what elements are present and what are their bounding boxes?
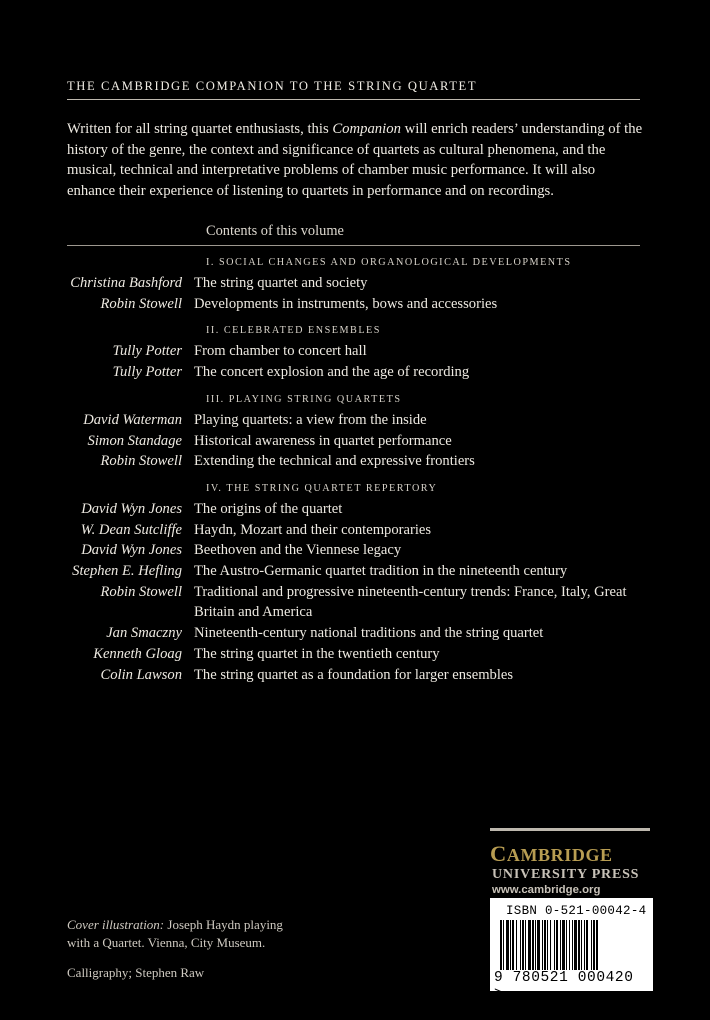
barcode-bar bbox=[596, 920, 598, 970]
barcode-bar bbox=[500, 920, 502, 970]
entry-author: Colin Lawson bbox=[100, 666, 182, 683]
barcode bbox=[498, 920, 645, 976]
section-heading: IV. THE STRING QUARTET REPERTORY bbox=[206, 482, 438, 494]
contents-entry bbox=[0, 561, 710, 582]
barcode-bar bbox=[566, 920, 567, 970]
table-of-contents bbox=[0, 254, 710, 693]
entry-author: Robin Stowell bbox=[100, 453, 182, 470]
barcode-bar bbox=[593, 920, 595, 970]
barcode-bar bbox=[512, 920, 514, 970]
barcode-bar bbox=[506, 920, 509, 970]
barcode-bar bbox=[522, 920, 524, 970]
publisher-subtitle: UNIVERSITY PRESS bbox=[492, 867, 640, 882]
contents-entry bbox=[0, 499, 710, 520]
entry-author: Robin Stowell bbox=[100, 583, 182, 600]
publisher-name-initial: C bbox=[490, 841, 507, 866]
cover-illustration-text: Joseph Haydn playing with a Quartet. Vienna, City Museum. bbox=[67, 917, 283, 950]
barcode-bar bbox=[535, 920, 536, 970]
entry-author: Kenneth Gloag bbox=[93, 645, 182, 662]
entry-title: Extending the technical and expressive frontiers bbox=[194, 453, 475, 470]
barcode-bar bbox=[578, 920, 580, 970]
barcode-bar bbox=[562, 920, 565, 970]
contents-entry bbox=[0, 451, 710, 472]
barcode-bar bbox=[532, 920, 534, 970]
blurb-emphasis: Companion bbox=[332, 121, 401, 137]
contents-entry bbox=[0, 644, 710, 665]
entry-title: The string quartet and society bbox=[194, 275, 368, 291]
contents-section bbox=[0, 322, 710, 382]
entry-author: Tully Potter bbox=[112, 343, 182, 360]
entry-author: Simon Standage bbox=[87, 432, 182, 449]
entry-author: Jan Smaczny bbox=[106, 625, 182, 642]
barcode-bar bbox=[516, 920, 517, 970]
contents-entry bbox=[0, 623, 710, 644]
barcode-bar bbox=[510, 920, 511, 970]
section-heading: II. CELEBRATED ENSEMBLES bbox=[206, 325, 381, 337]
barcode-bar bbox=[591, 920, 592, 970]
contents-entry bbox=[0, 582, 710, 623]
contents-entry bbox=[0, 410, 710, 431]
contents-entry bbox=[0, 341, 710, 362]
entry-title: Nineteenth-century national traditions and the string quartet bbox=[194, 625, 544, 642]
entry-title: The Austro-Germanic quartet tradition in the nineteenth century bbox=[194, 563, 568, 580]
barcode-bar bbox=[572, 920, 573, 970]
entry-title: Developments in instruments, bows and accessories bbox=[194, 295, 498, 312]
contents-section bbox=[0, 254, 710, 314]
calligraphy-credit: Calligraphy; Stephen Raw bbox=[67, 965, 205, 980]
barcode-bar bbox=[520, 920, 521, 970]
barcode-bar bbox=[544, 920, 546, 970]
contents-section bbox=[0, 480, 710, 685]
barcode-bar bbox=[586, 920, 588, 970]
barcode-bar bbox=[537, 920, 540, 970]
blurb-part1: Written for all string quartet enthusiasts, this bbox=[67, 121, 333, 137]
section-heading: III. PLAYING STRING QUARTETS bbox=[206, 393, 402, 405]
blurb-part2: will enrich readers’ understanding of the history of the genre, the context and significance of quartets as cultural phenomena, and the musical, technical and interpretative problems of chamber music performance. It will also enhance their experience of listening to quartets in performance and on recordings. bbox=[67, 121, 643, 199]
contents-entry bbox=[0, 665, 710, 686]
publisher-url: www.cambridge.org bbox=[492, 884, 601, 896]
entry-author: David Waterman bbox=[83, 411, 182, 428]
entry-title: The origins of the quartet bbox=[194, 500, 343, 517]
entry-author: Robin Stowell bbox=[100, 295, 182, 312]
top-rule bbox=[67, 99, 640, 100]
contents-entry bbox=[0, 273, 710, 294]
section-heading: I. SOCIAL CHANGES AND ORGANOLOGICAL DEVELOPMENTS bbox=[206, 257, 572, 268]
barcode-block bbox=[490, 898, 653, 1002]
isbn-digits: 9 780521 000420 > bbox=[494, 970, 634, 1002]
entry-title: Haydn, Mozart and their contemporaries bbox=[194, 521, 432, 538]
entry-title: From chamber to concert hall bbox=[194, 343, 367, 360]
contents-entry bbox=[0, 431, 710, 452]
barcode-bar bbox=[554, 920, 555, 970]
cover-illustration-label: Cover illustration: bbox=[67, 917, 165, 932]
barcode-bar bbox=[550, 920, 551, 970]
barcode-bar bbox=[574, 920, 577, 970]
contents-rule bbox=[67, 245, 640, 246]
isbn-label: ISBN 0-521-00042-4 bbox=[506, 904, 647, 918]
barcode-bar bbox=[556, 920, 558, 970]
barcode-bar bbox=[547, 920, 548, 970]
contents-entry bbox=[0, 294, 710, 315]
contents-heading: Contents of this volume bbox=[206, 223, 344, 239]
barcode-bar bbox=[528, 920, 531, 970]
entry-author: Tully Potter bbox=[112, 364, 182, 381]
barcode-bar bbox=[525, 920, 526, 970]
contents-entry bbox=[0, 540, 710, 561]
contents-entry bbox=[0, 520, 710, 541]
cover-illustration-credit bbox=[67, 916, 307, 952]
barcode-bar bbox=[503, 920, 504, 970]
entry-title: The string quartet as a foundation for larger ensembles bbox=[194, 666, 514, 683]
entry-title: Playing quartets: a view from the inside bbox=[194, 411, 427, 428]
barcode-bar bbox=[581, 920, 582, 970]
barcode-bar bbox=[542, 920, 543, 970]
entry-author: David Wyn Jones bbox=[81, 542, 182, 559]
blurb-paragraph bbox=[67, 119, 643, 201]
entry-title: Beethoven and the Viennese legacy bbox=[194, 542, 402, 559]
entry-title: The string quartet in the twentieth century bbox=[194, 645, 440, 662]
contents-entry bbox=[0, 362, 710, 383]
contents-section bbox=[0, 391, 710, 472]
entry-author: W. Dean Sutcliffe bbox=[80, 521, 182, 538]
barcode-bar bbox=[584, 920, 585, 970]
barcode-bar bbox=[569, 920, 570, 970]
barcode-bar bbox=[560, 920, 561, 970]
entry-author: Stephen E. Hefling bbox=[72, 563, 182, 580]
entry-title: The concert explosion and the age of recording bbox=[194, 364, 470, 381]
entry-title: Historical awareness in quartet performance bbox=[194, 432, 452, 449]
entry-author: Christina Bashford bbox=[70, 275, 182, 291]
publisher-name bbox=[490, 841, 613, 867]
entry-title: Traditional and progressive nineteenth-century trends: France, Italy, Great Britain and America bbox=[194, 583, 627, 621]
entry-author: David Wyn Jones bbox=[81, 500, 182, 517]
publisher-name-rest: AMBRIDGE bbox=[506, 845, 613, 865]
series-title: THE CAMBRIDGE COMPANION TO THE STRING QUARTET bbox=[67, 79, 478, 93]
